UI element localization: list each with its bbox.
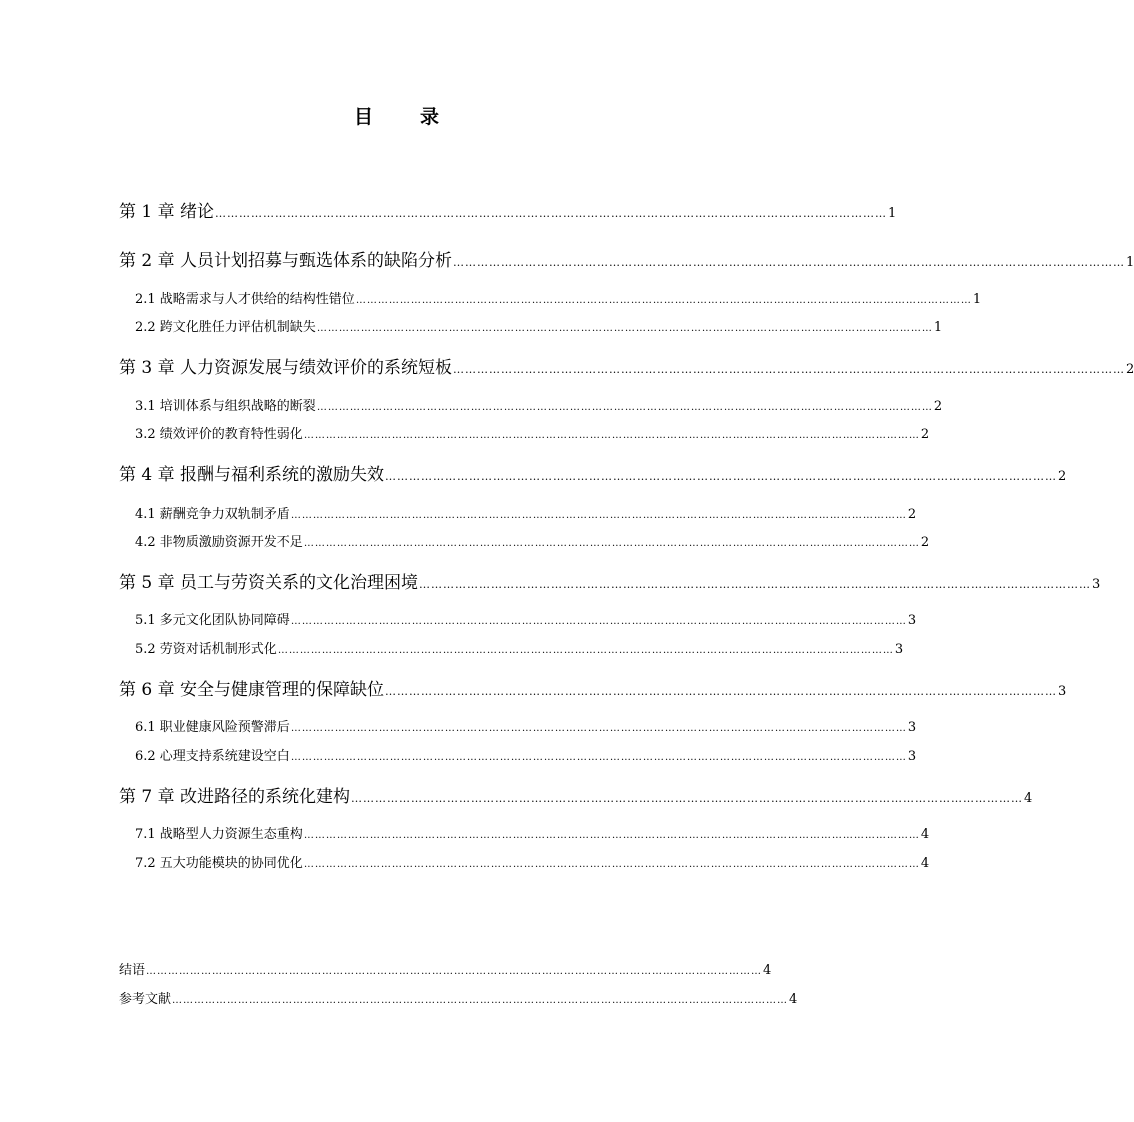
- toc-entry-label: 6.1 职业健康风险预警滞后: [135, 720, 290, 735]
- toc-entry-page: 4: [763, 963, 772, 978]
- dot-leader: ……………………………………………………………………………………………………………………………………………………: [215, 207, 888, 220]
- toc-entry-page: 1: [888, 206, 897, 221]
- toc-entry-label: 第 3 章 人力资源发展与绩效评价的系统短板: [119, 358, 453, 378]
- toc-entry-label: 2.1 战略需求与人才供给的结构性错位: [135, 292, 355, 307]
- toc-entry-section-3-2[interactable]: [135, 425, 930, 446]
- dot-leader: ……………………………………………………………………………………………………………………………………………………: [277, 645, 894, 656]
- toc-entry-page: 4: [920, 856, 930, 871]
- dot-leader: ……………………………………………………………………………………………………………………………………………………: [290, 723, 907, 734]
- toc-entry-chapter-5[interactable]: [119, 571, 1101, 597]
- toc-entry-label: 参考文献: [119, 992, 172, 1007]
- toc-entry-page: 2: [1126, 362, 1134, 377]
- toc-entry-label: 4.1 薪酬竞争力双轨制矛盾: [135, 507, 290, 522]
- toc-entry-page: 3: [894, 642, 904, 657]
- dot-leader: ……………………………………………………………………………………………………………………………………………………: [290, 752, 907, 763]
- toc-entry-label: 3.1 培训体系与组织战略的断裂: [135, 399, 316, 414]
- toc-entry-label: 第 2 章 人员计划招募与甄选体系的缺陷分析: [119, 251, 453, 271]
- dot-leader: ……………………………………………………………………………………………………………………………………………………: [303, 830, 920, 841]
- dot-leader: ……………………………………………………………………………………………………………………………………………………: [453, 363, 1126, 376]
- dot-leader: ……………………………………………………………………………………………………………………………………………………: [453, 256, 1126, 269]
- toc-entry-chapter-6[interactable]: [119, 678, 1067, 704]
- toc-entry-section-3-1[interactable]: [135, 397, 943, 418]
- toc-entry-label: 第 7 章 改进路径的系统化建构: [119, 787, 351, 807]
- dot-leader: ……………………………………………………………………………………………………………………………………………………: [146, 966, 763, 977]
- toc-entry-page: 2: [1058, 469, 1067, 484]
- toc-entry-page: 4: [1024, 791, 1033, 806]
- toc-entry-chapter-1[interactable]: [119, 200, 897, 226]
- toc-entry-page: 2: [907, 507, 917, 522]
- toc-entry-label: 7.1 战略型人力资源生态重构: [135, 827, 303, 842]
- toc-entry-label: 第 1 章 绪论: [119, 202, 215, 222]
- toc-entry-chapter-2[interactable]: [119, 249, 1134, 275]
- toc-entry-references[interactable]: [119, 990, 798, 1011]
- toc-entry-label: 第 4 章 报酬与福利系统的激励失效: [119, 465, 385, 485]
- toc-entry-page: 4: [920, 827, 930, 842]
- toc-entry-section-2-1[interactable]: [135, 290, 982, 311]
- toc-entry-page: 2: [920, 535, 930, 550]
- toc-entry-page: 1: [1126, 255, 1134, 270]
- dot-leader: ……………………………………………………………………………………………………………………………………………………: [172, 995, 789, 1006]
- toc-entry-page: 3: [1092, 577, 1101, 592]
- toc-entry-label: 第 5 章 员工与劳资关系的文化治理困境: [119, 573, 419, 593]
- toc-entry-chapter-3[interactable]: [119, 356, 1134, 382]
- toc-entry-section-7-2[interactable]: [135, 854, 930, 875]
- toc-entry-label: 7.2 五大功能模块的协同优化: [135, 856, 303, 871]
- dot-leader: ……………………………………………………………………………………………………………………………………………………: [316, 323, 933, 334]
- toc-entry-page: 1: [933, 320, 943, 335]
- dot-leader: ……………………………………………………………………………………………………………………………………………………: [290, 616, 907, 627]
- toc-entry-label: 6.2 心理支持系统建设空白: [135, 749, 290, 764]
- toc-entry-label: 3.2 绩效评价的教育特性弱化: [135, 427, 303, 442]
- toc-entry-section-5-2[interactable]: [135, 640, 904, 661]
- dot-leader: ……………………………………………………………………………………………………………………………………………………: [385, 470, 1058, 483]
- dot-leader: ……………………………………………………………………………………………………………………………………………………: [316, 402, 933, 413]
- toc-entry-section-4-2[interactable]: [135, 533, 930, 554]
- toc-entry-chapter-7[interactable]: [119, 785, 1033, 811]
- dot-leader: ……………………………………………………………………………………………………………………………………………………: [290, 510, 907, 521]
- toc-title: 目 录: [353, 106, 453, 128]
- toc-entry-page: 3: [907, 720, 917, 735]
- toc-entry-label: 5.1 多元文化团队协同障碍: [135, 613, 290, 628]
- toc-entry-section-6-1[interactable]: [135, 718, 917, 739]
- toc-entry-label: 4.2 非物质激励资源开发不足: [135, 535, 303, 550]
- dot-leader: ……………………………………………………………………………………………………………………………………………………: [303, 430, 920, 441]
- toc-entry-page: 3: [907, 749, 917, 764]
- toc-entry-page: 3: [907, 613, 917, 628]
- toc-entry-section-6-2[interactable]: [135, 747, 917, 768]
- dot-leader: ……………………………………………………………………………………………………………………………………………………: [355, 295, 972, 306]
- toc-entry-label: 5.2 劳资对话机制形式化: [135, 642, 277, 657]
- toc-entry-label: 第 6 章 安全与健康管理的保障缺位: [119, 680, 385, 700]
- dot-leader: ……………………………………………………………………………………………………………………………………………………: [303, 538, 920, 549]
- toc-entry-conclusion[interactable]: [119, 961, 772, 982]
- toc-entry-page: 2: [933, 399, 943, 414]
- toc-entry-chapter-4[interactable]: [119, 463, 1067, 489]
- toc-entry-label: 结语: [119, 963, 146, 978]
- toc-entry-section-5-1[interactable]: [135, 611, 917, 632]
- toc-entry-label: 2.2 跨文化胜任力评估机制缺失: [135, 320, 316, 335]
- toc-entry-page: 1: [972, 292, 982, 307]
- toc-entry-section-2-2[interactable]: [135, 318, 943, 339]
- toc-entry-section-4-1[interactable]: [135, 505, 917, 526]
- dot-leader: ……………………………………………………………………………………………………………………………………………………: [385, 685, 1058, 698]
- dot-leader: ……………………………………………………………………………………………………………………………………………………: [303, 859, 920, 870]
- toc-entry-section-7-1[interactable]: [135, 825, 930, 846]
- toc-entry-page: 4: [789, 992, 798, 1007]
- toc-entry-page: 3: [1058, 684, 1067, 699]
- dot-leader: ……………………………………………………………………………………………………………………………………………………: [351, 792, 1024, 805]
- toc-entry-page: 2: [920, 427, 930, 442]
- dot-leader: ……………………………………………………………………………………………………………………………………………………: [419, 578, 1092, 591]
